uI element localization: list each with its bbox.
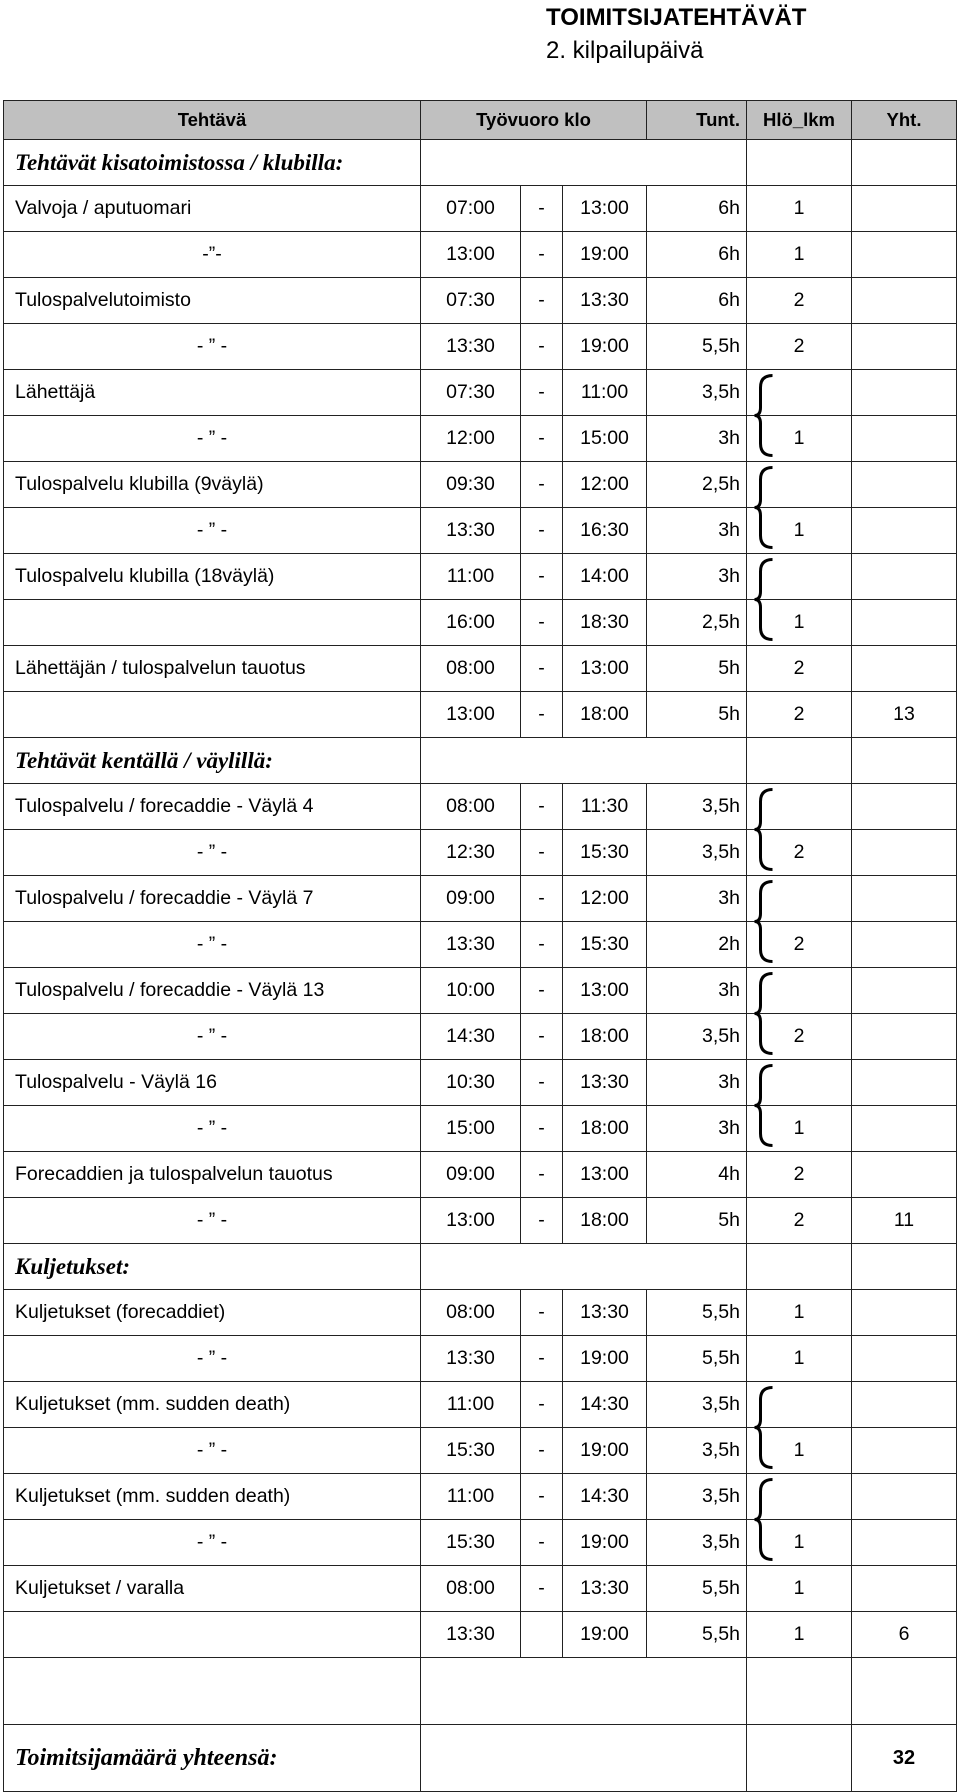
end-time-cell: 11:30 — [563, 784, 647, 830]
table-row — [4, 1382, 957, 1428]
empty-cell — [852, 1244, 957, 1290]
task-cell: Lähettäjän / tulospalvelun tauotus — [4, 646, 421, 692]
persons-cell: 2 — [747, 1152, 852, 1198]
table-row — [4, 784, 957, 830]
schedule-table — [3, 100, 957, 1792]
hours-cell: 3h — [647, 968, 747, 1014]
separator-cell: - — [521, 186, 563, 232]
header-task: Tehtävä — [4, 101, 421, 140]
total-cell — [852, 1382, 957, 1428]
table-row — [4, 600, 957, 646]
hours-cell: 3,5h — [647, 1520, 747, 1566]
table-row — [4, 278, 957, 324]
header-shift: Työvuoro klo — [421, 101, 647, 140]
table-row — [4, 830, 957, 876]
task-cell: - ” - — [4, 324, 421, 370]
total-cell — [852, 186, 957, 232]
start-time-cell: 13:30 — [421, 508, 521, 554]
hours-cell: 3h — [647, 554, 747, 600]
persons-cell — [747, 462, 852, 508]
persons-cell: 1 — [747, 232, 852, 278]
persons-cell — [747, 968, 852, 1014]
separator-cell: - — [521, 692, 563, 738]
start-time-cell: 08:00 — [421, 646, 521, 692]
task-cell: - ” - — [4, 1336, 421, 1382]
table-row — [4, 968, 957, 1014]
end-time-cell: 13:00 — [563, 968, 647, 1014]
persons-cell: 2 — [747, 692, 852, 738]
hours-cell: 5h — [647, 692, 747, 738]
hours-cell: 3,5h — [647, 1474, 747, 1520]
persons-cell — [747, 876, 852, 922]
table-row — [4, 1336, 957, 1382]
table-row — [4, 1198, 957, 1244]
persons-cell: 2 — [747, 922, 852, 968]
separator-cell: - — [521, 554, 563, 600]
total-cell — [852, 1290, 957, 1336]
end-time-cell: 13:30 — [563, 1566, 647, 1612]
task-cell: Tulospalvelu klubilla (9väylä) — [4, 462, 421, 508]
task-cell: Forecaddien ja tulospalvelun tauotus — [4, 1152, 421, 1198]
table-row — [4, 370, 957, 416]
empty-cell — [747, 1725, 852, 1792]
start-time-cell: 13:30 — [421, 922, 521, 968]
section-row — [4, 1244, 957, 1290]
total-cell — [852, 1566, 957, 1612]
empty-cell — [421, 738, 747, 784]
hours-cell: 6h — [647, 186, 747, 232]
start-time-cell: 13:00 — [421, 692, 521, 738]
task-cell — [4, 692, 421, 738]
table-row — [4, 1106, 957, 1152]
task-cell: Lähettäjä — [4, 370, 421, 416]
hours-cell: 3,5h — [647, 1428, 747, 1474]
persons-cell: 1 — [747, 1290, 852, 1336]
empty-cell — [852, 738, 957, 784]
total-cell — [852, 1336, 957, 1382]
start-time-cell: 07:00 — [421, 186, 521, 232]
end-time-cell: 12:00 — [563, 462, 647, 508]
table-row — [4, 1612, 957, 1658]
hours-cell: 3,5h — [647, 1382, 747, 1428]
total-cell — [852, 830, 957, 876]
task-cell: Kuljetukset (forecaddiet) — [4, 1290, 421, 1336]
hours-cell: 3h — [647, 1060, 747, 1106]
empty-cell — [852, 140, 957, 186]
persons-cell — [747, 784, 852, 830]
persons-cell: 1 — [747, 1428, 852, 1474]
persons-cell: 2 — [747, 1014, 852, 1060]
start-time-cell: 13:00 — [421, 232, 521, 278]
separator-cell — [521, 1612, 563, 1658]
start-time-cell: 08:00 — [421, 1290, 521, 1336]
total-cell — [852, 278, 957, 324]
section-row — [4, 140, 957, 186]
separator-cell: - — [521, 1152, 563, 1198]
task-cell: Tulospalvelutoimisto — [4, 278, 421, 324]
start-time-cell: 11:00 — [421, 1382, 521, 1428]
task-cell: Valvoja / aputuomari — [4, 186, 421, 232]
end-time-cell: 11:00 — [563, 370, 647, 416]
total-cell — [852, 876, 957, 922]
empty-cell — [421, 1725, 747, 1792]
persons-cell: 2 — [747, 324, 852, 370]
end-time-cell: 16:30 — [563, 508, 647, 554]
persons-cell: 1 — [747, 1336, 852, 1382]
task-cell: Kuljetukset / varalla — [4, 1566, 421, 1612]
task-cell: - ” - — [4, 922, 421, 968]
table-row — [4, 1152, 957, 1198]
task-cell: - ” - — [4, 416, 421, 462]
persons-cell: 1 — [747, 508, 852, 554]
persons-cell — [747, 370, 852, 416]
persons-cell: 1 — [747, 1520, 852, 1566]
total-cell — [852, 1060, 957, 1106]
end-time-cell: 19:00 — [563, 232, 647, 278]
section-title: Tehtävät kentällä / väylillä: — [4, 738, 421, 784]
separator-cell: - — [521, 646, 563, 692]
end-time-cell: 13:00 — [563, 186, 647, 232]
separator-cell: - — [521, 1474, 563, 1520]
section-title: Tehtävät kisatoimistossa / klubilla: — [4, 140, 421, 186]
empty-cell — [421, 1658, 747, 1725]
section-title: Kuljetukset: — [4, 1244, 421, 1290]
end-time-cell: 18:00 — [563, 1014, 647, 1060]
end-time-cell: 18:30 — [563, 600, 647, 646]
hours-cell: 5,5h — [647, 1566, 747, 1612]
end-time-cell: 13:30 — [563, 1290, 647, 1336]
separator-cell: - — [521, 1198, 563, 1244]
hours-cell: 5h — [647, 1198, 747, 1244]
header-hours: Tunt. — [647, 101, 747, 140]
task-cell: - ” - — [4, 1198, 421, 1244]
end-time-cell: 15:00 — [563, 416, 647, 462]
empty-cell — [747, 140, 852, 186]
grand-total-row — [4, 1725, 957, 1792]
start-time-cell: 14:30 — [421, 1014, 521, 1060]
separator-cell: - — [521, 922, 563, 968]
start-time-cell: 09:00 — [421, 1152, 521, 1198]
task-cell: - ” - — [4, 1106, 421, 1152]
total-cell — [852, 554, 957, 600]
total-cell — [852, 232, 957, 278]
hours-cell: 6h — [647, 278, 747, 324]
total-cell — [852, 1520, 957, 1566]
table-row — [4, 1014, 957, 1060]
table-row — [4, 1474, 957, 1520]
persons-cell — [747, 1060, 852, 1106]
header-row — [4, 101, 957, 140]
hours-cell: 3h — [647, 876, 747, 922]
start-time-cell: 10:30 — [421, 1060, 521, 1106]
separator-cell: - — [521, 968, 563, 1014]
total-cell — [852, 508, 957, 554]
total-cell: 11 — [852, 1198, 957, 1244]
total-cell — [852, 1428, 957, 1474]
total-cell — [852, 922, 957, 968]
total-cell: 13 — [852, 692, 957, 738]
total-cell — [852, 600, 957, 646]
end-time-cell: 18:00 — [563, 1198, 647, 1244]
end-time-cell: 14:30 — [563, 1382, 647, 1428]
end-time-cell: 19:00 — [563, 1336, 647, 1382]
persons-cell — [747, 554, 852, 600]
table-row — [4, 416, 957, 462]
persons-cell: 2 — [747, 646, 852, 692]
empty-cell — [421, 140, 747, 186]
header-persons: Hlö_lkm — [747, 101, 852, 140]
end-time-cell: 13:00 — [563, 646, 647, 692]
hours-cell: 3,5h — [647, 784, 747, 830]
end-time-cell: 19:00 — [563, 1612, 647, 1658]
section-row — [4, 738, 957, 784]
end-time-cell: 18:00 — [563, 692, 647, 738]
separator-cell: - — [521, 1106, 563, 1152]
task-cell: - ” - — [4, 1520, 421, 1566]
spacer-row — [4, 1658, 957, 1725]
persons-cell: 1 — [747, 416, 852, 462]
persons-cell: 2 — [747, 1198, 852, 1244]
persons-cell: 1 — [747, 1566, 852, 1612]
persons-cell: 2 — [747, 830, 852, 876]
table-row — [4, 922, 957, 968]
grand-total-label: Toimitsijamäärä yhteensä: — [4, 1725, 421, 1792]
persons-cell: 1 — [747, 1106, 852, 1152]
separator-cell: - — [521, 462, 563, 508]
task-cell: - ” - — [4, 1014, 421, 1060]
start-time-cell: 09:00 — [421, 876, 521, 922]
separator-cell: - — [521, 1014, 563, 1060]
hours-cell: 3,5h — [647, 1014, 747, 1060]
separator-cell: - — [521, 830, 563, 876]
end-time-cell: 15:30 — [563, 922, 647, 968]
separator-cell: - — [521, 1336, 563, 1382]
task-cell: - ” - — [4, 508, 421, 554]
table-row — [4, 876, 957, 922]
task-cell: Tulospalvelu klubilla (18väylä) — [4, 554, 421, 600]
separator-cell: - — [521, 278, 563, 324]
separator-cell: - — [521, 370, 563, 416]
end-time-cell: 13:00 — [563, 1152, 647, 1198]
separator-cell: - — [521, 1060, 563, 1106]
task-cell: Tulospalvelu / forecaddie - Väylä 4 — [4, 784, 421, 830]
end-time-cell: 19:00 — [563, 324, 647, 370]
start-time-cell: 13:30 — [421, 324, 521, 370]
end-time-cell: 13:30 — [563, 278, 647, 324]
table-row — [4, 232, 957, 278]
task-cell: Tulospalvelu - Väylä 16 — [4, 1060, 421, 1106]
start-time-cell: 12:00 — [421, 416, 521, 462]
empty-cell — [4, 1658, 421, 1725]
separator-cell: - — [521, 508, 563, 554]
start-time-cell: 10:00 — [421, 968, 521, 1014]
separator-cell: - — [521, 1382, 563, 1428]
hours-cell: 3h — [647, 508, 747, 554]
end-time-cell: 18:00 — [563, 1106, 647, 1152]
task-cell — [4, 600, 421, 646]
empty-cell — [747, 738, 852, 784]
total-cell — [852, 784, 957, 830]
table-row — [4, 186, 957, 232]
start-time-cell: 13:30 — [421, 1612, 521, 1658]
separator-cell: - — [521, 1428, 563, 1474]
persons-cell: 1 — [747, 186, 852, 232]
start-time-cell: 08:00 — [421, 784, 521, 830]
header-total: Yht. — [852, 101, 957, 140]
separator-cell: - — [521, 1566, 563, 1612]
start-time-cell: 15:30 — [421, 1428, 521, 1474]
table-row — [4, 646, 957, 692]
table-row — [4, 1520, 957, 1566]
total-cell — [852, 416, 957, 462]
hours-cell: 2,5h — [647, 600, 747, 646]
total-cell — [852, 370, 957, 416]
table-row — [4, 508, 957, 554]
hours-cell: 5,5h — [647, 1612, 747, 1658]
total-cell: 6 — [852, 1612, 957, 1658]
grand-total-value: 32 — [852, 1725, 957, 1792]
hours-cell: 5,5h — [647, 324, 747, 370]
total-cell — [852, 1106, 957, 1152]
end-time-cell: 14:00 — [563, 554, 647, 600]
empty-cell — [421, 1244, 747, 1290]
persons-cell: 1 — [747, 1612, 852, 1658]
total-cell — [852, 1152, 957, 1198]
persons-cell — [747, 1382, 852, 1428]
start-time-cell: 07:30 — [421, 278, 521, 324]
end-time-cell: 19:00 — [563, 1428, 647, 1474]
table-row — [4, 462, 957, 508]
hours-cell: 2,5h — [647, 462, 747, 508]
start-time-cell: 16:00 — [421, 600, 521, 646]
end-time-cell: 13:30 — [563, 1060, 647, 1106]
end-time-cell: 12:00 — [563, 876, 647, 922]
table-row — [4, 692, 957, 738]
total-cell — [852, 1474, 957, 1520]
empty-cell — [852, 1658, 957, 1725]
separator-cell: - — [521, 416, 563, 462]
hours-cell: 5h — [647, 646, 747, 692]
start-time-cell: 07:30 — [421, 370, 521, 416]
hours-cell: 3,5h — [647, 370, 747, 416]
hours-cell: 6h — [647, 232, 747, 278]
hours-cell: 3h — [647, 1106, 747, 1152]
hours-cell: 5,5h — [647, 1336, 747, 1382]
table-row — [4, 1566, 957, 1612]
page-subtitle: 2. kilpailupäivä — [546, 37, 704, 64]
total-cell — [852, 462, 957, 508]
hours-cell: 3h — [647, 416, 747, 462]
table-row — [4, 1428, 957, 1474]
total-cell — [852, 1014, 957, 1060]
start-time-cell: 13:30 — [421, 1336, 521, 1382]
end-time-cell: 15:30 — [563, 830, 647, 876]
hours-cell: 4h — [647, 1152, 747, 1198]
task-cell: Kuljetukset (mm. sudden death) — [4, 1474, 421, 1520]
end-time-cell: 14:30 — [563, 1474, 647, 1520]
persons-cell: 1 — [747, 600, 852, 646]
task-cell: - ” - — [4, 1428, 421, 1474]
start-time-cell: 15:30 — [421, 1520, 521, 1566]
persons-cell: 2 — [747, 278, 852, 324]
total-cell — [852, 324, 957, 370]
table-row — [4, 1290, 957, 1336]
persons-cell — [747, 1474, 852, 1520]
task-cell — [4, 1612, 421, 1658]
empty-cell — [747, 1658, 852, 1725]
empty-cell — [747, 1244, 852, 1290]
task-cell: Kuljetukset (mm. sudden death) — [4, 1382, 421, 1428]
start-time-cell: 12:30 — [421, 830, 521, 876]
start-time-cell: 13:00 — [421, 1198, 521, 1244]
table-row — [4, 324, 957, 370]
table-row — [4, 1060, 957, 1106]
hours-cell: 5,5h — [647, 1290, 747, 1336]
task-cell: - ” - — [4, 830, 421, 876]
hours-cell: 3,5h — [647, 830, 747, 876]
separator-cell: - — [521, 1520, 563, 1566]
separator-cell: - — [521, 784, 563, 830]
task-cell: Tulospalvelu / forecaddie - Väylä 13 — [4, 968, 421, 1014]
end-time-cell: 19:00 — [563, 1520, 647, 1566]
start-time-cell: 11:00 — [421, 1474, 521, 1520]
separator-cell: - — [521, 232, 563, 278]
total-cell — [852, 646, 957, 692]
total-cell — [852, 968, 957, 1014]
start-time-cell: 11:00 — [421, 554, 521, 600]
start-time-cell: 09:30 — [421, 462, 521, 508]
start-time-cell: 15:00 — [421, 1106, 521, 1152]
task-cell: Tulospalvelu / forecaddie - Väylä 7 — [4, 876, 421, 922]
hours-cell: 2h — [647, 922, 747, 968]
separator-cell: - — [521, 1290, 563, 1336]
separator-cell: - — [521, 324, 563, 370]
page-title: TOIMITSIJATEHTÄVÄT — [546, 4, 807, 31]
start-time-cell: 08:00 — [421, 1566, 521, 1612]
separator-cell: - — [521, 876, 563, 922]
table-row — [4, 554, 957, 600]
separator-cell: - — [521, 600, 563, 646]
task-cell: -”- — [4, 232, 421, 278]
